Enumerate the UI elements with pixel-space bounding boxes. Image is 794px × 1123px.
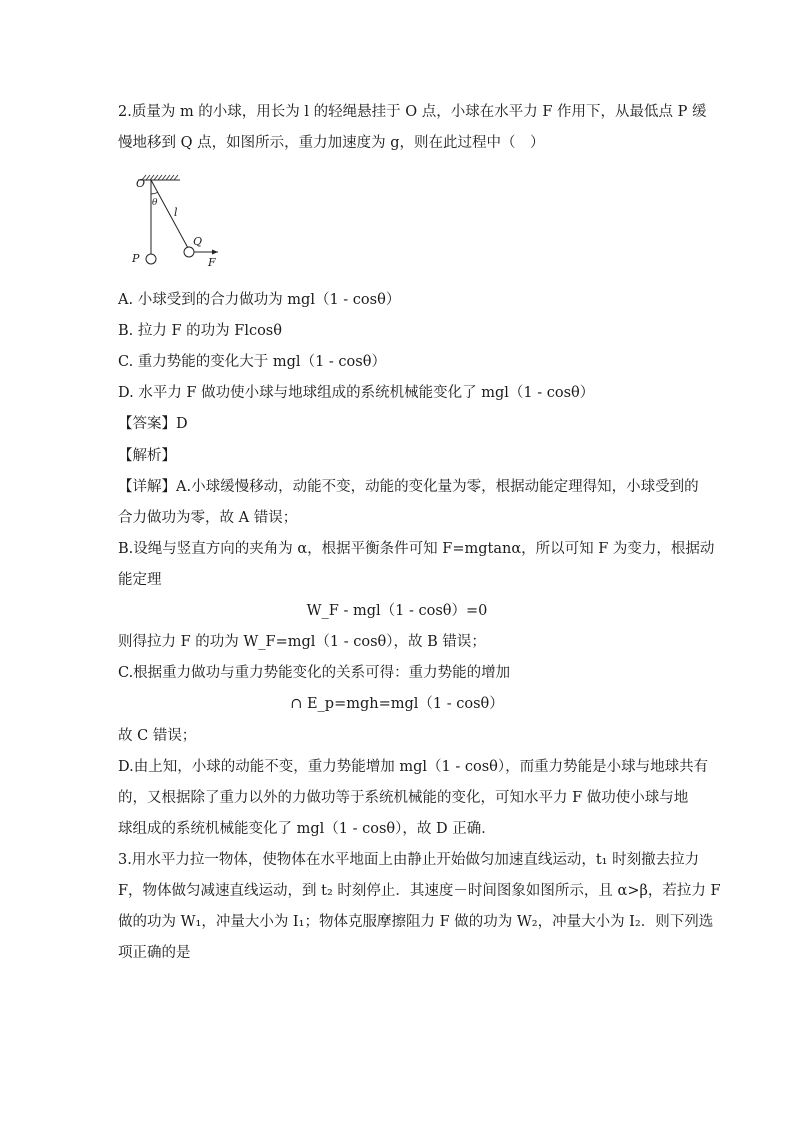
answer: 【答案】D	[118, 416, 188, 432]
detail-line1: 【详解】A.小球缓慢移动，动能不变，动能的变化量为零，根据动能定理得知，小球受到的	[118, 479, 699, 495]
b-line3: 则得拉力 F 的功为 W_F=mgl（1 - cosθ），故 B 错误；	[118, 634, 486, 650]
label-p: P	[132, 252, 140, 265]
q3-line1: 3.用水平力拉一物体，使物体在水平地面上由静止开始做匀加速直线运动，t₁ 时刻撤去拉力	[118, 852, 700, 868]
option-c: C. 重力势能的变化大于 mgl（1 - cosθ）	[118, 354, 386, 370]
q2-stem-line1: 2.质量为 m 的小球，用长为 l 的轻绳悬挂于 O 点，小球在水平力 F 作用下，从最低点 P 缓	[118, 104, 707, 120]
b-line2: 能定理	[118, 572, 162, 588]
c-equation: ∩ E_p=mgh=mgl（1 - cosθ）	[290, 696, 504, 712]
inclined-string	[151, 180, 188, 248]
ball-q	[184, 247, 194, 257]
pendulum-figure	[124, 172, 234, 272]
d-line1: D.由上知，小球的动能不变，重力势能增加 mgl（1 - cosθ），而重力势能是小球与地球共有	[118, 759, 709, 775]
label-theta: θ	[152, 198, 158, 208]
ball-p	[146, 254, 156, 264]
detail-line2: 合力做功为零，故 A 错误；	[118, 510, 298, 526]
label-f: F	[208, 256, 216, 269]
label-l: l	[174, 206, 178, 219]
c-line1: C.根据重力做功与重力势能变化的关系可得：重力势能的增加	[118, 665, 511, 681]
q3-line2: F，物体做匀减速直线运动，到 t₂ 时刻停止．其速度－时间图象如图所示，且 α>β，若拉力 F	[118, 883, 721, 899]
q3-line3: 做的功为 W₁，冲量大小为 I₁；物体克服摩擦阻力 F 做的功为 W₂，冲量大小为 I₂．则下列选	[118, 914, 714, 930]
option-d: D. 水平力 F 做功使小球与地球组成的系统机械能变化了 mgl（1 - cosθ）	[118, 385, 595, 401]
option-a: A. 小球受到的合力做功为 mgl（1 - cosθ）	[118, 292, 401, 308]
analysis-heading: 【解析】	[118, 448, 176, 464]
label-q: Q	[193, 235, 203, 248]
q2-stem-line2: 慢地移到 Q 点，如图所示，重力加速度为 g，则在此过程中（ ）	[118, 135, 545, 151]
option-b: B. 拉力 F 的功为 Flcosθ	[118, 323, 282, 339]
d-line3: 球组成的系统机械能变化了 mgl（1 - cosθ），故 D 正确．	[118, 821, 496, 837]
q3-line4: 项正确的是	[118, 945, 191, 961]
c-line2: 故 C 错误；	[118, 728, 197, 744]
b-equation: W_F - mgl（1 - cosθ）=0	[306, 603, 488, 619]
b-line1: B.设绳与竖直方向的夹角为 α，根据平衡条件可知 F=mgtanα，所以可知 F 为变力，根据动	[118, 541, 715, 557]
label-o: O	[136, 177, 146, 190]
d-line2: 的，又根据除了重力以外的力做功等于系统机械能的变化，可知水平力 F 做功使小球与地	[118, 790, 689, 806]
